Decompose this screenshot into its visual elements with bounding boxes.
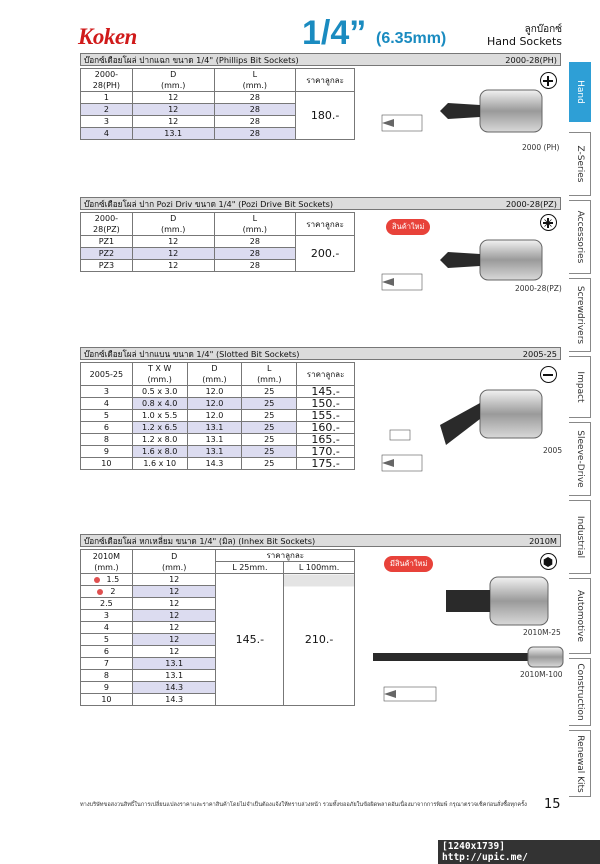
tab-renewal-kits[interactable]: Renewal Kits (569, 730, 591, 797)
col-header-price: ราคาลูกละ (297, 363, 355, 386)
tab-hand[interactable]: Hand (569, 62, 591, 122)
category-english: Hand Sockets (486, 35, 562, 48)
table-row: 5 1.0 x 5.5 12.0 25 155.- (81, 410, 355, 422)
section-title: บ๊อกซ์เดือยโผล่ ปากแฉก ขนาด 1/4" (Phillips Bit Sockets) (84, 55, 299, 65)
tab-automotive[interactable]: Automotive (569, 578, 591, 654)
table-row: PZ3 12 28 (81, 260, 355, 272)
section-title: บ๊อกซ์เดือยโผล่ ปาก Pozi Driv ขนาด 1/4" (Pozi Drive Bit Sockets) (84, 199, 334, 209)
inhex-table (80, 549, 355, 706)
price-cell: 180.- (296, 92, 355, 140)
size-mm: (6.35mm) (376, 30, 447, 47)
pozidriv-icon (540, 214, 557, 231)
col-header-d: D (mm.) (187, 363, 242, 386)
tab-industrial[interactable]: Industrial (569, 500, 591, 574)
inhex-short-caption: 2010M-25 (523, 628, 561, 637)
phillips-caption: 2000 (PH) (522, 143, 560, 152)
slotted-socket-image (380, 385, 565, 485)
table-row: 3 12 28 (81, 116, 355, 128)
section-slotted-header (80, 347, 561, 360)
new-size-dot (97, 589, 103, 595)
table-row: 9 1.6 x 8.0 13.1 25 170.- (81, 446, 355, 458)
col-header-price: ราคาลูกละ (216, 550, 355, 562)
category-thai: ลูกบ๊อกซ์ (524, 24, 562, 35)
table-row: 10 1.6 x 10 14.3 25 175.- (81, 458, 355, 470)
phillips-table (80, 68, 355, 140)
slotted-caption: 2005 (543, 446, 563, 455)
table-row: 4 0.8 x 4.0 12.0 25 150.- (81, 398, 355, 410)
col-header-d: D (mm.) (132, 213, 214, 236)
price-l25-cell: 145.- (216, 574, 284, 706)
table-row: 8 13.1 (81, 670, 355, 682)
table-row: 1 12 28 180.- (81, 92, 355, 104)
tab-sleeve-drive[interactable]: Sleeve-Drive (569, 422, 591, 496)
table-row: 3 0.5 x 3.0 12.0 25 145.- (81, 386, 355, 398)
price-cell: 200.- (296, 236, 355, 272)
tab-z-series[interactable]: Z-Series (569, 132, 591, 196)
col-header-l: L (mm.) (214, 213, 296, 236)
table-row: PZ2 12 28 (81, 248, 355, 260)
new-product-badge: สินค้าใหม่ (386, 219, 430, 235)
inhex-long-socket-image (368, 645, 568, 720)
table-row: 4 13.1 28 (81, 128, 355, 140)
col-header-l: L (mm.) (242, 363, 297, 386)
price-l100-cell: 210.- (284, 574, 355, 706)
watermark: [1240x1739] http://upic.me/ (438, 840, 600, 864)
section-code: 2010M (529, 536, 557, 546)
col-header-model: 2000- 28(PZ) (81, 213, 133, 236)
table-row: 2 12 28 (81, 104, 355, 116)
tab-accessories[interactable]: Accessories (569, 200, 591, 274)
table-row: 2.5 12 (81, 598, 355, 610)
table-row: 8 1.2 x 8.0 13.1 25 165.- (81, 434, 355, 446)
col-header-model: 2000- 28(PH) (81, 69, 133, 92)
section-code: 2000-28(PH) (505, 55, 557, 65)
section-inhex-header (80, 534, 561, 547)
table-row: 9 14.3 (81, 682, 355, 694)
table-row: PZ1 12 28 200.- (81, 236, 355, 248)
col-header-l100: L 100mm. (284, 562, 355, 574)
inhex-long-caption: 2010M-100 (520, 670, 563, 679)
col-header-model: 2010M (mm.) (81, 550, 133, 574)
table-row: 6 1.2 x 6.5 13.1 25 160.- (81, 422, 355, 434)
section-pozi-header (80, 197, 561, 210)
tab-construction[interactable]: Construction (569, 658, 591, 726)
col-header-model: 2005-25 (81, 363, 133, 386)
col-header-l: L (mm.) (214, 69, 296, 92)
page-number: 15 (544, 797, 561, 812)
tab-impact[interactable]: Impact (569, 356, 591, 418)
table-row: 5 12 (81, 634, 355, 646)
section-title: บ๊อกซ์เดือยโผล่ ปากแบน ขนาด 1/4" (Slotted Bit Sockets) (84, 349, 300, 359)
col-header-price: ราคาลูกละ (296, 69, 355, 92)
size-title: 1/4” (302, 14, 367, 52)
col-header-l25: L 25mm. (216, 562, 284, 574)
col-header-d: D (mm.) (132, 550, 216, 574)
table-row: 1.5 12 145.- 210.- (81, 574, 355, 586)
pozi-caption: 2000-28(PZ) (515, 284, 562, 293)
pozi-socket-image (380, 238, 565, 313)
col-header-price: ราคาลูกละ (296, 213, 355, 236)
section-code: 2000-28(PZ) (505, 199, 557, 209)
section-code: 2005-25 (522, 349, 557, 359)
new-size-dot (94, 577, 100, 583)
new-product-badge: มีสินค้าใหม่ (384, 556, 433, 572)
inhex-short-socket-image (380, 575, 565, 635)
table-row: 6 12 (81, 646, 355, 658)
footer-note: ทางบริษัทขอสงวนสิทธิ์ในการเปลี่ยนแปลงราคาและราคาสินค้าโดยไม่จำเป็นต้องแจ้งให้ทราบล่วงหน้า รวมทั้งขออภัยในข้อผิดพลาดอันเนื่องมาจากการพิมพ์ กรุณาตรวจเช็คก่อนสั่งซื้อทุกครั้ง (80, 802, 527, 808)
section-phillips-header (80, 53, 561, 66)
table-row: 3 12 (81, 610, 355, 622)
hex-icon (540, 553, 557, 570)
tab-screwdrivers[interactable]: Screwdrivers (569, 278, 591, 352)
category-sidebar (569, 62, 591, 797)
slotted-icon (540, 366, 557, 383)
col-header-d: D (mm.) (132, 69, 214, 92)
slotted-table (80, 362, 355, 470)
table-row: 7 13.1 (81, 658, 355, 670)
section-title: บ๊อกซ์เดือยโผล่ หกเหลี่ยม ขนาด 1/4" (มิล) (Inhex Bit Sockets) (84, 536, 316, 546)
pozi-table (80, 212, 355, 272)
table-row: 2 12 (81, 586, 355, 598)
table-row: 10 14.3 (81, 694, 355, 706)
brand-logo: Koken (78, 24, 137, 49)
col-header-txw: T X W (mm.) (132, 363, 187, 386)
table-row: 4 12 (81, 622, 355, 634)
